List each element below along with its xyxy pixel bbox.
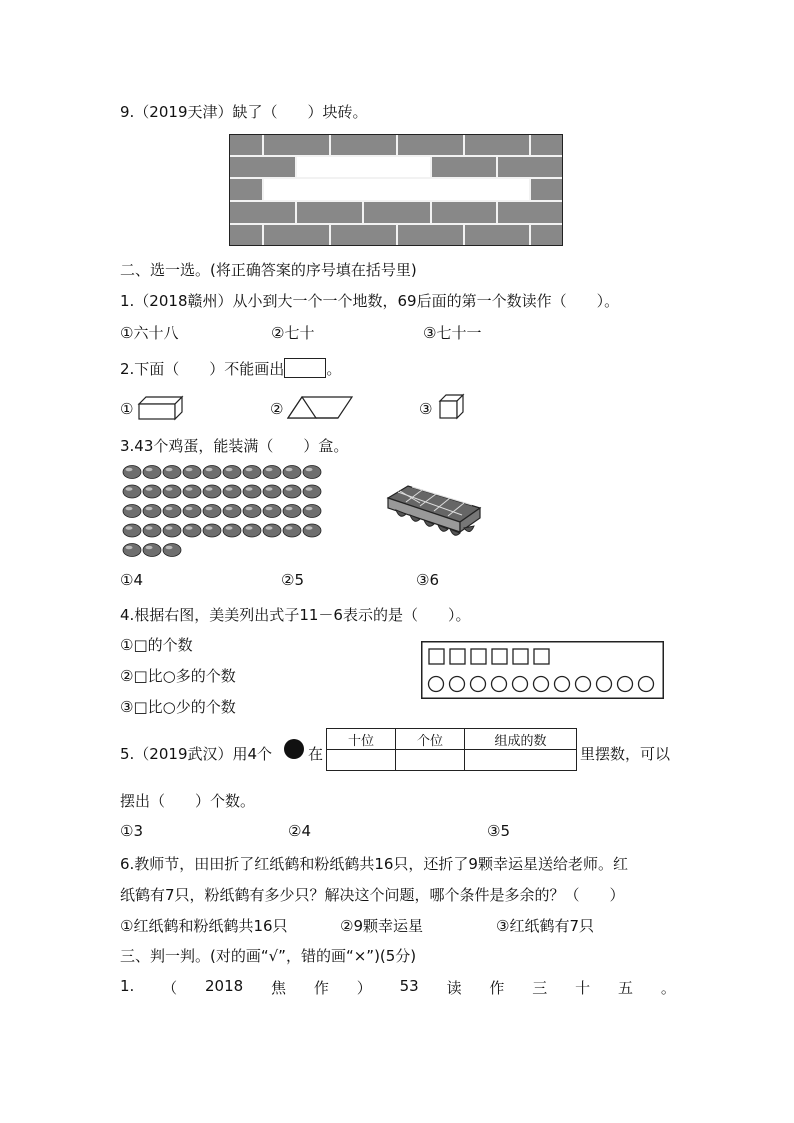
s2q4-option-2: ②□比○多的个数 (120, 667, 236, 685)
egg-highlight (186, 507, 193, 511)
s2q5-text-mid: 在 (308, 745, 324, 763)
squares-circles-figure (421, 641, 664, 699)
s2q2-option-3: ③ (419, 400, 433, 418)
egg (243, 524, 261, 537)
egg (123, 505, 141, 518)
s2q6-line2: 纸鹤有7只，粉纸鹤有多少只？解决这个问题，哪个条件是多余的？（ ） (120, 886, 625, 904)
egg-highlight (206, 487, 213, 491)
s2q3-option-2: ②5 (281, 571, 304, 589)
s2q4-text: 4.根据右图，美美列出式子11－6表示的是（ ）。 (120, 606, 471, 624)
egg (163, 485, 181, 498)
egg (243, 505, 261, 518)
egg-highlight (246, 487, 253, 491)
s2q4-option-1: ①□的个数 (120, 636, 193, 654)
egg-highlight (126, 546, 133, 550)
s2q5-text-after: 里摆数，可以 (580, 745, 671, 763)
egg (123, 466, 141, 479)
s2q3-text: 3.43个鸡蛋，能装满（ ）盒。 (120, 437, 349, 455)
egg-highlight (306, 468, 313, 472)
s3q1-token: 作 (489, 979, 505, 997)
s3q1-token: 十 (575, 979, 591, 997)
triangular-prism-icon (286, 394, 356, 420)
circle-icon (513, 677, 528, 692)
egg (263, 466, 281, 479)
s3q1-token: 五 (618, 979, 634, 997)
egg-highlight (286, 468, 293, 472)
s2q6-option-2: ②9颗幸运星 (340, 917, 423, 935)
egg (183, 466, 201, 479)
s3q1-token: 焦 (271, 979, 287, 997)
egg (263, 485, 281, 498)
egg-highlight (226, 507, 233, 511)
egg-highlight (286, 526, 293, 530)
section2-title: 二、选一选。(将正确答案的序号填在括号里) (120, 261, 417, 279)
eggs-figure (120, 463, 330, 563)
rectangle-shape-icon (284, 358, 326, 378)
egg (203, 485, 221, 498)
square-icon (492, 649, 507, 664)
egg-highlight (206, 468, 213, 472)
egg-highlight (126, 507, 133, 511)
egg-highlight (166, 468, 173, 472)
circle-icon (639, 677, 654, 692)
egg-highlight (266, 487, 273, 491)
egg-highlight (146, 546, 153, 550)
s2q6-line1: 6.教师节，田田折了红纸鹤和粉纸鹤共16只，还折了9颗幸运星送给老师。红 (120, 855, 628, 873)
egg-highlight (246, 526, 253, 530)
egg-highlight (146, 526, 153, 530)
s2q5-option-3: ③5 (487, 822, 510, 840)
egg (263, 524, 281, 537)
egg (303, 485, 321, 498)
egg (283, 485, 301, 498)
s3q1-token: 作 (313, 979, 329, 997)
s3q1-token: 。 (660, 979, 676, 997)
egg-highlight (266, 507, 273, 511)
egg (143, 505, 161, 518)
egg-highlight (146, 468, 153, 472)
s2q4-option-3: ③□比○少的个数 (120, 698, 236, 716)
circle-icon (429, 677, 444, 692)
egg (123, 544, 141, 557)
s2q1-option-1: ①六十八 (120, 324, 179, 342)
s2q2-text-before: 2.下面（ ）不能画出 (120, 360, 285, 378)
egg-highlight (226, 526, 233, 530)
egg-highlight (186, 468, 193, 472)
egg-highlight (306, 526, 313, 530)
egg (163, 505, 181, 518)
egg (143, 485, 161, 498)
brick-wall-figure (229, 134, 563, 246)
egg (243, 466, 261, 479)
place-value-table (326, 728, 577, 771)
s2q2-text-after: 。 (326, 360, 342, 378)
s2q3-option-1: ①4 (120, 571, 143, 589)
egg (143, 466, 161, 479)
s3q1-line (120, 977, 676, 998)
egg-highlight (166, 507, 173, 511)
s2q6-option-3: ③红纸鹤有7只 (496, 917, 594, 935)
egg (203, 466, 221, 479)
egg (303, 466, 321, 479)
egg-highlight (126, 468, 133, 472)
egg-highlight (166, 526, 173, 530)
egg (283, 466, 301, 479)
square-icon (450, 649, 465, 664)
egg-highlight (266, 468, 273, 472)
s2q2-option-2: ② (270, 400, 284, 418)
egg-highlight (266, 526, 273, 530)
egg (283, 524, 301, 537)
egg-highlight (186, 526, 193, 530)
cube-icon (439, 394, 465, 420)
egg-highlight (146, 507, 153, 511)
circle-icon (576, 677, 591, 692)
s2q6-option-1: ①红纸鹤和粉纸鹤共16只 (120, 917, 288, 935)
egg-highlight (186, 487, 193, 491)
s2q1-text: 1.（2018赣州）从小到大一个一个地数，69后面的第一个数读作（ ）。 (120, 292, 620, 310)
circle-icon (555, 677, 570, 692)
egg-highlight (246, 507, 253, 511)
square-icon (471, 649, 486, 664)
egg (203, 524, 221, 537)
egg (263, 505, 281, 518)
egg (223, 505, 241, 518)
s3q1-token: 三 (532, 979, 548, 997)
s3q1-token: （ (162, 979, 178, 997)
section3-title: 三、判一判。(对的画“√”，错的画“×”)(5分) (120, 947, 417, 965)
square-icon (513, 649, 528, 664)
egg (303, 524, 321, 537)
circle-icon (534, 677, 549, 692)
s2q3-option-3: ③6 (416, 571, 439, 589)
s3q1-token: 读 (446, 979, 462, 997)
egg (183, 485, 201, 498)
egg (303, 505, 321, 518)
egg-carton-icon (384, 484, 484, 544)
egg (183, 524, 201, 537)
circle-icon (471, 677, 486, 692)
egg-highlight (246, 468, 253, 472)
egg-highlight (226, 487, 233, 491)
egg (283, 505, 301, 518)
egg (163, 524, 181, 537)
s2q5-text-line2: 摆出（ ）个数。 (120, 792, 256, 810)
s3q1-token: 1. (120, 977, 135, 995)
square-icon (429, 649, 444, 664)
egg (183, 505, 201, 518)
egg (163, 544, 181, 557)
circle-icon (597, 677, 612, 692)
egg (223, 485, 241, 498)
egg (223, 524, 241, 537)
egg-highlight (166, 546, 173, 550)
egg (223, 466, 241, 479)
egg (203, 505, 221, 518)
egg-highlight (306, 507, 313, 511)
s2q1-option-2: ②七十 (271, 324, 315, 342)
table-header-tens: 十位 (327, 729, 396, 750)
egg-highlight (306, 487, 313, 491)
egg-highlight (126, 526, 133, 530)
circle-icon (618, 677, 633, 692)
egg-highlight (286, 487, 293, 491)
table-header-number: 组成的数 (465, 729, 577, 750)
egg-highlight (126, 487, 133, 491)
square-icon (534, 649, 549, 664)
egg (123, 524, 141, 537)
cuboid-icon (138, 396, 184, 420)
circle-icon (450, 677, 465, 692)
table-cell (327, 750, 396, 771)
s3q1-token: ） (356, 979, 372, 997)
s2q5-text-before: 5.（2019武汉）用4个 (120, 745, 273, 763)
egg-highlight (226, 468, 233, 472)
egg (243, 485, 261, 498)
q9-text: 9.（2019天津）缺了（ ）块砖。 (120, 103, 368, 121)
egg-highlight (206, 526, 213, 530)
table-cell (396, 750, 465, 771)
circle-icon (492, 677, 507, 692)
egg-highlight (286, 507, 293, 511)
egg-highlight (166, 487, 173, 491)
s3q1-token: 53 (399, 977, 419, 995)
egg (143, 544, 161, 557)
egg-highlight (146, 487, 153, 491)
egg (143, 524, 161, 537)
s2q5-option-2: ②4 (288, 822, 311, 840)
table-header-ones: 个位 (396, 729, 465, 750)
egg (163, 466, 181, 479)
s2q5-option-1: ①3 (120, 822, 143, 840)
s3q1-token: 2018 (205, 977, 244, 995)
egg-highlight (206, 507, 213, 511)
s2q2-line (120, 358, 341, 379)
s2q1-option-3: ③七十一 (423, 324, 482, 342)
table-cell (465, 750, 577, 771)
s2q2-option-1: ① (120, 400, 134, 418)
egg (123, 485, 141, 498)
black-dot-icon (284, 739, 304, 759)
